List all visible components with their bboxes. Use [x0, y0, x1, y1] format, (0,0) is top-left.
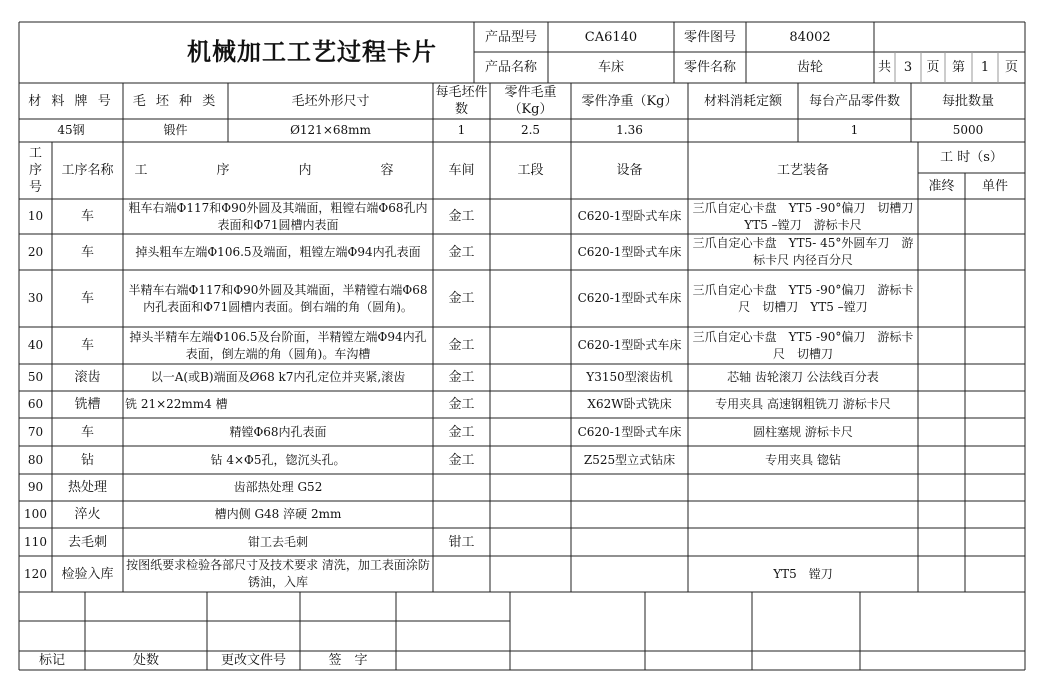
row-equipment	[571, 501, 688, 528]
row-content: 钳工去毛刺	[247, 534, 308, 549]
product-model-label: 产品型号	[484, 29, 537, 45]
row-equipment	[571, 528, 688, 556]
row-seq: 80	[27, 452, 44, 467]
seq-header: 工序号	[28, 146, 42, 195]
row-seq: 40	[27, 338, 44, 352]
blank-weight-value: 2.5	[520, 123, 541, 137]
blank-type-value: 锻件	[163, 123, 188, 137]
row-content: 钻 4×Φ5孔，锪沉头孔。	[210, 452, 346, 467]
row-name: 去毛刺	[67, 534, 107, 550]
card-title: 机械加工工艺过程卡片	[187, 38, 437, 66]
row-seq: 20	[27, 244, 44, 259]
total-pages-label: 共	[877, 60, 891, 75]
row-equipment	[571, 556, 688, 592]
material-grade-value: 45钢	[57, 123, 85, 137]
row-seq: 70	[27, 424, 44, 439]
row-equipment: C620-1型卧式车床	[577, 424, 682, 439]
row-workshop: 金工	[448, 291, 475, 306]
row-seq: 10	[27, 209, 44, 223]
row-name: 检验入库	[61, 566, 114, 582]
row-tooling	[688, 474, 918, 501]
net-weight-value: 1.36	[616, 123, 643, 137]
row-name: 滚齿	[74, 370, 101, 385]
row-tooling: 专用夹具 锪钻	[765, 452, 841, 467]
row-name: 淬火	[74, 507, 101, 522]
row-tooling: 三爪自定心卡盘 YT5 -90°偏刀 游标卡尺 切槽刀	[692, 329, 914, 361]
material-quota-value	[688, 119, 798, 142]
page-no-label: 第	[951, 60, 965, 75]
row-workshop: 金工	[448, 338, 475, 353]
row-name: 钻	[80, 452, 94, 468]
name-header: 工序名称	[61, 163, 114, 178]
row-equipment: C620-1型卧式车床	[577, 209, 682, 223]
row-content: 精镗Φ68内孔表面	[229, 424, 327, 439]
part-drawing-label: 零件图号	[683, 29, 736, 45]
row-workshop: 金工	[448, 209, 475, 224]
footer-sign-label: 签 字	[328, 653, 368, 668]
row-workshop: 金工	[448, 452, 475, 468]
row-tooling: 三爪自定心卡盘 YT5- 45°外圆车刀 游标卡尺 内径百分尺	[692, 236, 914, 267]
unit-time-header: 单件	[981, 178, 1008, 194]
row-name: 车	[80, 244, 94, 260]
row-workshop: 金工	[448, 397, 475, 412]
row-workshop: 金工	[448, 244, 475, 260]
row-content: 按图纸要求检验各部尺寸及技术要求 清洗，加工表面涂防锈油，入库	[126, 558, 430, 589]
row-tooling: 三爪自定心卡盘 YT5 -90°偏刀 游标卡尺 切槽刀 YT5 –镗刀	[692, 282, 914, 314]
page-no-value: 1	[980, 60, 990, 75]
equipment-header: 设备	[616, 163, 643, 178]
row-tooling: 圆柱塞规 游标卡尺	[753, 424, 853, 439]
product-name-label: 产品名称	[484, 60, 537, 75]
row-seq: 50	[27, 370, 44, 384]
tooling-header: 工艺装备	[776, 163, 829, 178]
row-tooling: 芯轴 齿轮滚刀 公法线百分表	[727, 370, 879, 384]
batch-qty-value: 5000	[952, 123, 984, 137]
blank-dims-value: Ø121×68mm	[290, 123, 371, 137]
pieces-per-blank-header: 每毛坯件数	[435, 85, 488, 117]
row-seq: 120	[24, 566, 47, 581]
row-name: 车	[80, 424, 94, 440]
row-content: 半精车右端Φ117和Φ90外圆及其端面，半精镗右端Φ68内孔表面和Φ71圆槽内表面。倒右端的角（圆角)。	[128, 282, 428, 314]
row-tooling: 三爪自定心卡盘 YT5 -90°偏刀 切槽刀 YT5 –镗刀 游标卡尺	[692, 200, 926, 232]
product-name-value: 车床	[597, 60, 624, 75]
blank-weight-header: 零件毛重（Kg）	[504, 85, 557, 117]
row-seq: 110	[24, 534, 47, 549]
row-workshop	[433, 474, 490, 501]
material-quota-header: 材料消耗定额	[703, 93, 782, 109]
net-weight-header: 零件净重（Kg）	[581, 93, 678, 109]
section-header: 工段	[517, 163, 544, 178]
row-tooling	[688, 528, 918, 556]
material-grade-header: 材 料 牌 号	[28, 93, 114, 109]
row-tooling	[688, 501, 918, 528]
row-equipment: C620-1型卧式车床	[577, 338, 682, 352]
row-seq: 60	[27, 397, 44, 411]
part-name-label: 零件名称	[683, 60, 736, 75]
total-pages-value: 3	[903, 60, 913, 75]
row-seq: 100	[24, 507, 47, 521]
row-equipment: Y3150型滚齿机	[586, 370, 673, 384]
row-name: 车	[80, 291, 94, 306]
row-content: 铣 21×22mm4 槽	[125, 397, 228, 411]
row-name: 车	[80, 338, 94, 353]
part-name-value: 齿轮	[796, 60, 823, 75]
row-name: 车	[80, 209, 94, 224]
row-content: 槽内侧 G48 淬硬 2mm	[214, 507, 342, 521]
content-header: 工 序 内 容	[134, 163, 422, 178]
batch-qty-header: 每批数量	[941, 93, 994, 109]
row-workshop: 钳工	[448, 534, 475, 550]
row-name: 铣槽	[74, 397, 101, 412]
row-equipment	[571, 474, 688, 501]
row-seq: 30	[27, 291, 44, 305]
row-content: 掉头半精车左端Φ106.5及台阶面，半精镗左端Φ94内孔表面，倒左端的角（圆角)。车沟槽	[129, 329, 427, 361]
row-equipment: Z525型立式钻床	[583, 452, 676, 467]
page-unit: 页	[926, 60, 940, 75]
row-workshop	[433, 501, 490, 528]
row-equipment: X62W卧式铣床	[587, 397, 672, 411]
page-unit-2: 页	[1004, 60, 1018, 75]
row-tooling: YT5 镗刀	[773, 566, 833, 581]
row-content: 以一A(或B)端面及Ø68 k7内孔定位并夹紧,滚齿	[150, 370, 406, 384]
row-workshop: 金工	[448, 370, 475, 385]
footer-mark-label: 标记	[38, 653, 65, 668]
parts-per-product-header: 每台产品零件数	[808, 93, 900, 109]
row-content: 掉头粗车左端Φ106.5及端面，粗镗左端Φ94内孔表面	[135, 244, 421, 259]
row-seq: 90	[27, 480, 44, 494]
prep-time-header: 准终	[928, 178, 955, 194]
row-content: 粗车右端Φ117和Φ90外圆及其端面，粗镗右端Φ68孔内表面和Φ71圆槽内表面	[128, 200, 428, 232]
pieces-per-blank-value: 1	[457, 123, 466, 137]
parts-per-product-value: 1	[850, 123, 859, 137]
row-tooling: 专用夹具 高速钢粗铣刀 游标卡尺	[715, 397, 891, 411]
footer-count-label: 处数	[132, 653, 159, 668]
blank-type-header: 毛 坯 种 类	[132, 93, 219, 109]
part-drawing-value: 84002	[789, 29, 831, 45]
row-workshop	[433, 556, 490, 592]
row-equipment: C620-1型卧式车床	[577, 244, 682, 259]
workshop-header: 车间	[448, 163, 475, 178]
row-name: 热处理	[67, 480, 107, 495]
time-header: 工 时（s）	[940, 150, 1003, 165]
row-content: 齿部热处理 G52	[233, 480, 323, 494]
blank-dims-header: 毛坯外形尺寸	[291, 93, 370, 109]
row-equipment: C620-1型卧式车床	[577, 291, 682, 305]
row-workshop: 金工	[448, 424, 475, 440]
footer-change-doc-label: 更改文件号	[220, 653, 286, 668]
product-model-value: CA6140	[584, 29, 638, 45]
